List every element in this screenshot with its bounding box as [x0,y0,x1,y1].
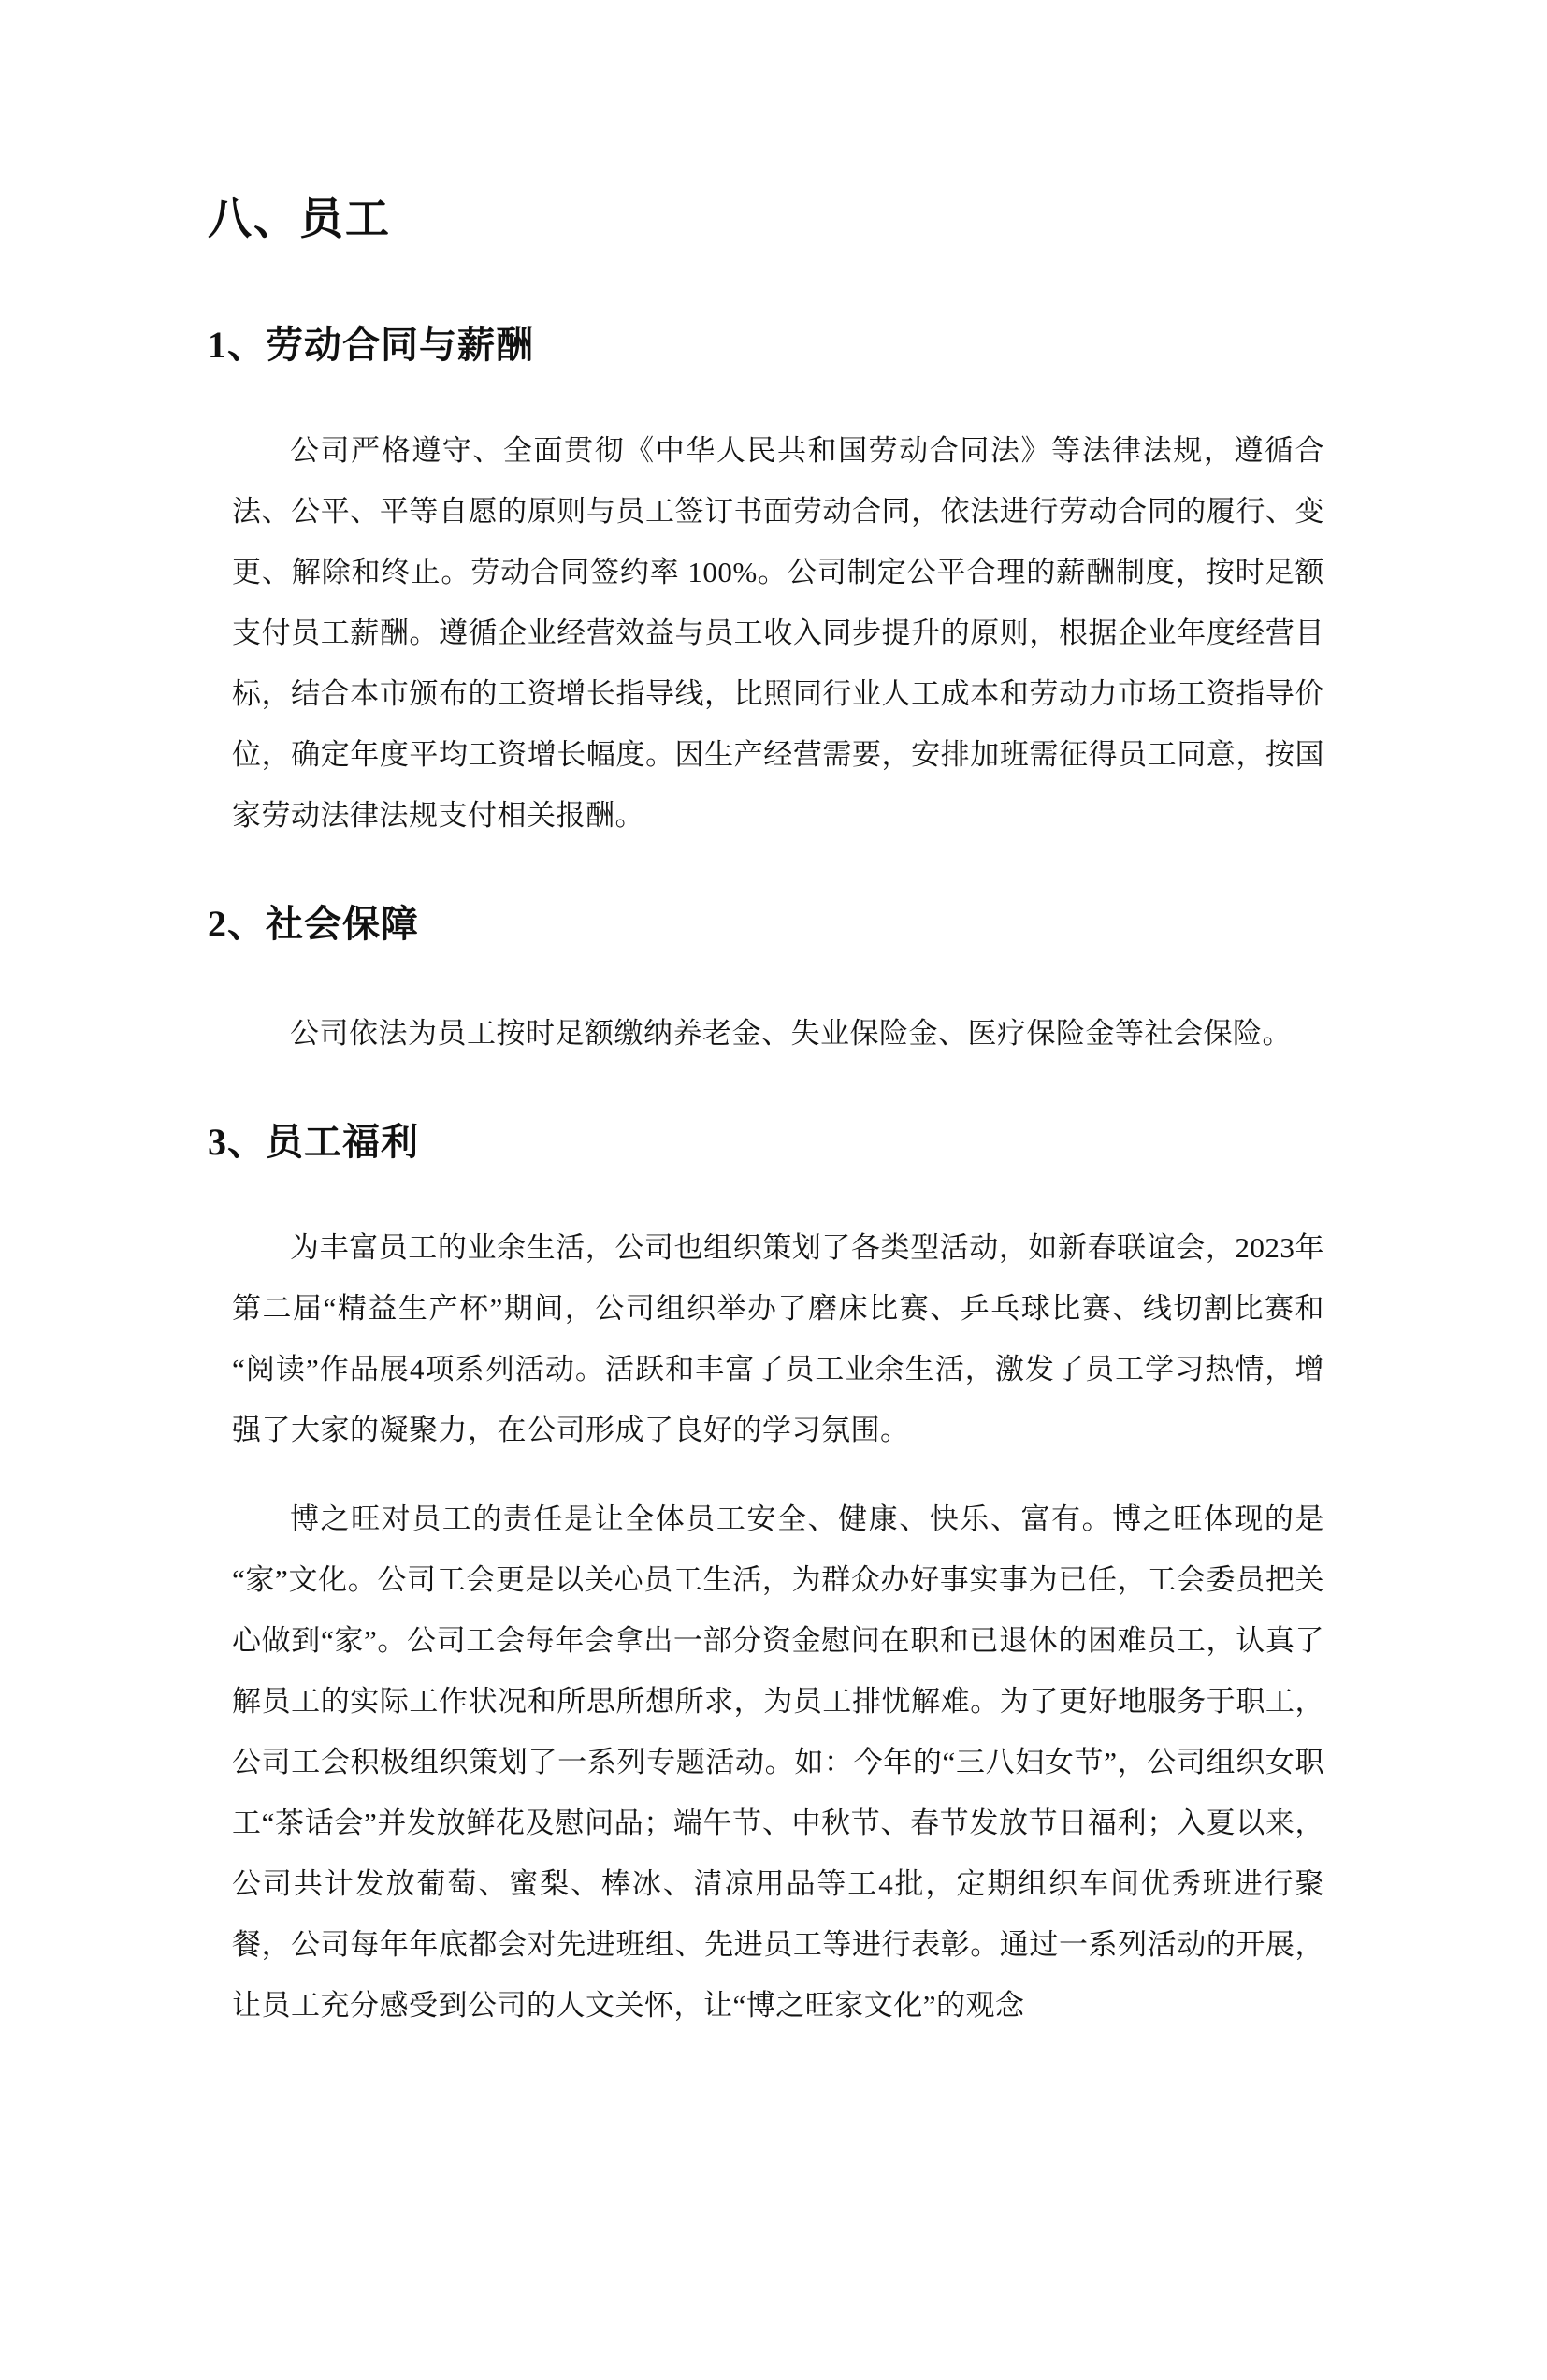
chapter-title: 八、员工 [208,196,391,244]
section-heading-employee-welfare: 3、员工福利 [208,1121,419,1163]
paragraph-social-security: 公司依法为员工按时足额缴纳养老金、失业保险金、医疗保险金等社会保险。 [290,1017,1292,1050]
document-page [0,192,1547,2380]
paragraph-employee-welfare-activities: 为丰富员工的业余生活，公司也组织策划了各类型活动，如新春联谊会，2023年第二届“精益生产杯”期间，公司组织举办了磨床比赛、乒乓球比赛、线切割比赛和“阅读”作品展4项系列活动。活跃和丰富了员工业余生活，激发了员工学习热情，增强了大家的凝聚力，在公司形成了良好的学习氛围。 [232,1231,1324,1446]
paragraph-labor-contract: 公司严格遵守、全面贯彻《中华人民共和国劳动合同法》等法律法规，遵循合法、公平、平等自愿的原则与员工签订书面劳动合同，依法进行劳动合同的履行、变更、解除和终止。劳动合同签约率 100%。公司制定公平合理的薪酬制度，按时足额支付员工薪酬。遵循企业经营效益与员工收入同步提升的原则，根据企业年度经营目标，结合本市颁布的工资增长指导线，比照同行业人工成本和劳动力市场工资指导价位，确定年度平均工资增长幅度。因生产经营需要，安排加班需征得员工同意，按国家劳动法律法规支付相关报酬。 [232,434,1324,832]
section-heading-labor-contract: 1、劳动合同与薪酬 [208,324,534,366]
paragraph-employee-welfare-family-culture: 博之旺对员工的责任是让全体员工安全、健康、快乐、富有。博之旺体现的是“家”文化。公司工会更是以关心员工生活，为群众办好事实事为已任，工会委员把关心做到“家”。公司工会每年会拿出一部分资金慰问在职和已退休的困难员工，认真了解员工的实际工作状况和所思所想所求，为员工排忧解难。为了更好地服务于职工，公司工会积极组织策划了一系列专题活动。如：今年的“三八妇女节”，公司组织女职工“茶话会”并发放鲜花及慰问品；端午节、中秋节、春节发放节日福利；入夏以来，公司共计发放葡萄、蜜梨、棒冰、清凉用品等工4批，定期组织车间优秀班进行聚餐，公司每年年底都会对先进班组、先进员工等进行表彰。通过一系列活动的开展，让员工充分感受到公司的人文关怀，让“博之旺家文化”的观念 [232,1502,1324,2022]
section-heading-social-security: 2、社会保障 [208,903,419,945]
